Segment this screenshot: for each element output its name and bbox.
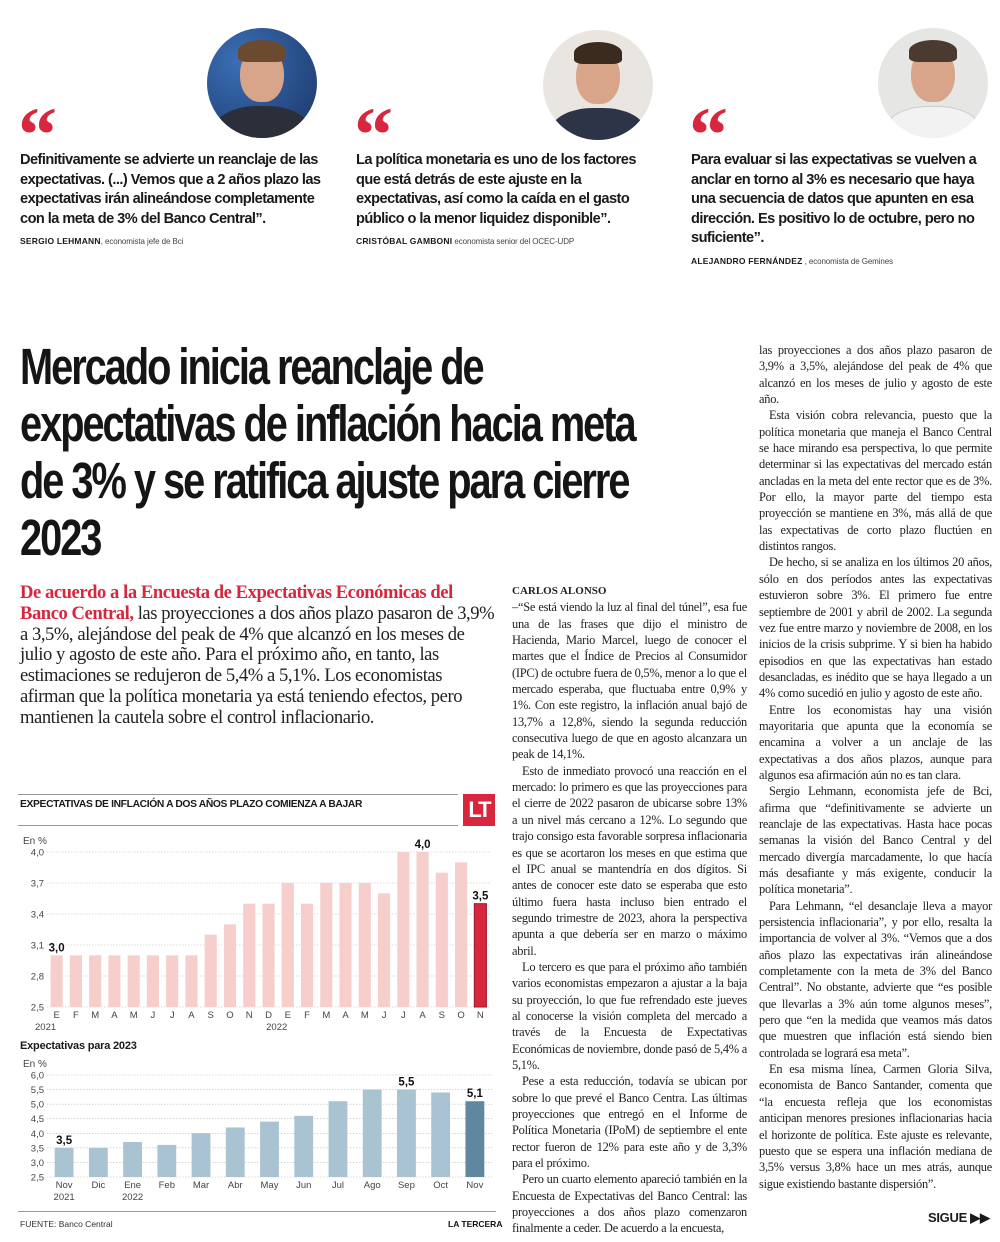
body-column-right: [759, 342, 992, 1192]
x-tick-label: Ene: [124, 1180, 142, 1191]
bar-j: [166, 955, 178, 1007]
x-tick-label: N: [245, 1010, 253, 1021]
bar-o: [224, 924, 236, 1007]
chart-2-title: Expectativas para 2023: [20, 1040, 137, 1052]
body-paragraph: Pero un cuarto elemento apareció también en la Encuesta de Expectativas del Banco Central: las proyecciones a dos años plazo comenzaron finalmente a ceder. De acuerdo a la encuesta,: [512, 1172, 747, 1236]
y-tick-label: 5,5: [30, 1085, 44, 1097]
bar-dic: [89, 1148, 108, 1177]
body-paragraph: Sergio Lehmann, economista jefe de Bci, afirma que “definitivamente se advierte un reanclaje de las expectativas. Hasta hace pocas semanas la visión del Banco Central y del mercado divergía marcadamente, lo que hacía más desafiante y más exigente, conducir la política monetaria”.: [759, 784, 992, 897]
quote-text: Para evaluar si las expectativas se vuelven a anclar en torno al 3% es necesario que haya una secuencia de datos que apunten en esa dirección. Es positivo lo de octubre, pero no suficiente”.: [691, 152, 977, 246]
bar-abr: [226, 1127, 245, 1177]
divider: [18, 825, 458, 826]
bar-a: [185, 955, 197, 1007]
bar-n: [474, 904, 486, 1007]
x-tick-label: A: [419, 1010, 426, 1021]
divider: [18, 794, 458, 795]
year-label: 2021: [35, 1022, 57, 1033]
bar-sep: [397, 1090, 416, 1177]
bar-a: [417, 852, 429, 1007]
x-tick-label: J: [150, 1010, 156, 1021]
x-tick-label: O: [457, 1010, 465, 1021]
chart-2-expectations-2023: [10, 1052, 500, 1212]
bar-m: [128, 955, 140, 1007]
x-tick-label: O: [226, 1010, 234, 1021]
x-tick-label: M: [129, 1010, 138, 1021]
x-tick-label: Nov: [55, 1180, 73, 1191]
publisher-credit: LA TERCERA: [448, 1219, 503, 1229]
quote-attribution: [356, 236, 574, 246]
quote-author: ALEJANDRO FERNÁNDEZ: [691, 256, 803, 266]
x-tick-label: D: [265, 1010, 272, 1021]
y-tick-label: 6,0: [30, 1070, 44, 1082]
body-column-middle: [512, 583, 747, 1237]
quote-text: Definitivamente se advierte un reanclaje de las expectativas. (...) Vemos que a 2 años plazo las expectativas irán alineándose completamente con la meta de 3% del Banco Central”.: [20, 152, 321, 227]
bar-e: [282, 883, 294, 1007]
lead-highlight: De acuerdo a la Encuesta de Expectativas Económicas del Banco Central,: [20, 582, 453, 624]
quote-role: , economista jefe de Bci: [100, 237, 184, 246]
y-tick-label: 3,7: [30, 878, 44, 890]
x-tick-label: J: [169, 1010, 175, 1021]
source-note: FUENTE: Banco Central: [20, 1219, 113, 1229]
x-tick-label: Jun: [296, 1180, 312, 1191]
quote-text: La política monetaria es uno de los factores que está detrás de este ajuste en la expectativas, así como la caída en el gasto público o la menor liquidez disponible”.: [356, 152, 636, 227]
year-label: 2022: [266, 1022, 288, 1033]
y-tick-label: 4,0: [30, 847, 44, 859]
quote-role: , economista de Gemines: [802, 257, 894, 266]
portrait-sergio-lehmann: [207, 28, 317, 138]
y-tick-label: 2,5: [30, 1172, 44, 1184]
y-axis-label: En %: [23, 836, 47, 847]
bar-j: [378, 893, 390, 1007]
y-tick-label: 3,1: [30, 940, 44, 952]
x-tick-label: J: [381, 1010, 387, 1021]
bar-oct: [431, 1092, 450, 1177]
x-tick-label: E: [53, 1010, 60, 1021]
bar-jun: [294, 1116, 313, 1177]
bar-a: [108, 955, 120, 1007]
byline: CARLOS ALONSO: [512, 585, 607, 597]
body-paragraph: Esto de inmediato provocó una reacción en el mercado: lo primero es que las proyecciones para el cierre de 2022 pasaron de ubicarse sobre 13% a un nivel más cercano a 12%. Lo segundo que trajo consigo esta favorable sorpresa inflacionaria es que se acortaron los meses en que estima que el IPC anual se mantendría en dos dígitos. Si antes de conocer este dato se esperaba que esto último fuera hasta incluso bien entrado el segundo trimestre de 2023, ahora la perspectiva apunta a que debería ser en marzo o máximo abril.: [512, 763, 747, 958]
headline: Mercado inicia reanclaje de expectativas de inflación hacia meta de 3% y se ratifica ajuste para cierre 2023: [20, 338, 635, 566]
y-tick-label: 4,5: [30, 1114, 44, 1126]
bar-m: [359, 883, 371, 1007]
body-paragraph: En esa misma línea, Carmen Gloria Silva, economista de Banco Santander, comenta que “la encuesta refleja que los economistas anticipan menores presiones inflacionarias hacia el horizonte de política. Este ajuste es relevante, puesto que se espera una inflación mediana de 3,5% versus 3,8% hace un mes atrás, aunque sigue existiendo bastante dispersión”.: [759, 1062, 992, 1191]
x-tick-label: Sep: [397, 1180, 415, 1191]
chart-1-inflation-two-years: [10, 830, 500, 1035]
x-tick-label: Oct: [433, 1180, 449, 1191]
bar-j: [397, 852, 409, 1007]
portrait-alejandro-fernandez: [878, 28, 988, 138]
portrait-cristobal-gamboni: [543, 30, 653, 140]
x-tick-label: M: [91, 1010, 100, 1021]
x-tick-label: Nov: [466, 1180, 484, 1191]
quote-attribution: [691, 256, 893, 266]
x-tick-label: S: [438, 1010, 446, 1021]
y-axis-label: En %: [23, 1059, 47, 1070]
body-paragraph: Esta visión cobra relevancia, puesto que la política monetaria que maneja el Banco Central se hace mirando esa perspectiva, lo que permite determinar si las expectativas del mercado están ancladas en la meta del ente rector que es de 3%. Por ello, la mayor parte del tiempo esta proyección se mantiene en 3%, más allá de que las expectativas de corto plazo fluctúen en distintos rangos.: [759, 408, 992, 554]
body-paragraph: Para Lehmann, “el desanclaje lleva a mayor persistencia inflacionaria”, y por ello, resalta la importancia de volver al 3%. “Vemos que a dos años plazo las expectativas irán alineándose completamente con la meta de 3% del Banco Central”. No obstante, advierte que “es posible que llevarlas a 3% aún tome algunos meses”, pero que “en la medida que veamos más datos que muestren que inflación está siendo bien controlada se logrará esa meta”.: [759, 898, 992, 1060]
x-tick-label: Abr: [227, 1180, 243, 1191]
x-tick-label: J: [400, 1010, 406, 1021]
bar-feb: [157, 1145, 176, 1177]
quote-mark-icon: “: [689, 91, 722, 178]
y-tick-label: 3,4: [30, 909, 44, 921]
bar-may: [260, 1122, 279, 1177]
quote-mark-icon: “: [18, 91, 51, 178]
lead-paragraph: [20, 583, 498, 729]
y-tick-label: 4,0: [30, 1128, 44, 1140]
x-tick-label: Mar: [192, 1180, 210, 1191]
bar-n: [243, 904, 255, 1007]
x-tick-label: Ago: [363, 1180, 381, 1191]
bar-f: [70, 955, 82, 1007]
year-label: 2021: [53, 1192, 75, 1203]
lead-text: las proyecciones a dos años plazo pasaron de 3,9% a 3,5%, alejándose del peak de 4% que alcanzó en los meses de julio y agosto de este año. Para el próximo año, en tanto, las estimaciones se redujeron de 5,4% a 5,1%. Los economistas afirman que la política monetaria ya está teniendo efectos, pero mantienen la cautela sobre el control inflacionario.: [20, 602, 495, 728]
bar-e: [51, 955, 63, 1007]
y-tick-label: 5,0: [30, 1099, 44, 1111]
divider: [18, 1211, 496, 1212]
bar-j: [147, 955, 159, 1007]
bar-jul: [329, 1101, 348, 1177]
bar-s: [436, 873, 448, 1007]
data-label: 4,0: [414, 839, 431, 851]
year-label: 2022: [122, 1192, 144, 1203]
x-tick-label: E: [284, 1010, 291, 1021]
body-paragraph: Pese a esta reducción, todavía se ubican por sobre lo que prevé el Banco Centra. Las últimas proyecciones que entregó en el Informe de Política Monetaria (IPoM) de septiembre el ente rector fueron de 12% para este año y de 3,3% para el próximo.: [512, 1074, 747, 1171]
body-paragraph: las proyecciones a dos años plazo pasaron de 3,9% a 3,5%, alejándose del peak de 4% que alcanzó en los meses de julio y agosto de este año.: [759, 343, 992, 407]
la-tercera-logo: LT: [463, 794, 495, 826]
body-paragraph: Entre los economistas hay una visión mayoritaria que apunta que la economía se encamina a volver a un anclaje de las expectativas a dos años plazos, aunque para algunos esa afirmación aún no es tan clara.: [759, 702, 992, 782]
x-tick-label: Dic: [91, 1180, 106, 1191]
x-tick-label: M: [360, 1010, 369, 1021]
quote-author: SERGIO LEHMANN: [20, 236, 101, 246]
quote-mark-icon: “: [354, 91, 387, 178]
data-label: 5,5: [398, 1076, 415, 1089]
data-label: 3,5: [472, 890, 489, 903]
quote-role: economista senior del OCEC-UDP: [452, 237, 575, 246]
x-tick-label: A: [188, 1010, 195, 1021]
x-tick-label: May: [260, 1180, 279, 1191]
body-paragraph: –“Se está viendo la luz al final del túnel”, esa fue una de las frases que dijo el ministro de Hacienda, Mario Marcel, luego de conocer el martes que el Índice de Precios al Consumidor (IPC) de octubre fuera de 0,5%, menor a lo que el mercado esperaba, que fluctuaba entre 0,9% y 1%. Con este registro, la inflación anual bajó de 13,7% a 12,8%, siendo la segunda reducción consecutiva luego de que en agosto alcanzara un peak de 14,1%.: [512, 600, 747, 762]
body-paragraph: Lo tercero es que para el próximo año también varios economistas empezaron a ajustar a la baja su proyección, lo que fue refrendado este jueves al conocerse la visión completa del mercado a través de la Encuesta de Expectativas Económicas de noviembre, donde pasó de 5,4% a 5,1%.: [512, 959, 747, 1072]
bar-ago: [363, 1090, 382, 1177]
x-tick-label: F: [304, 1010, 310, 1021]
chart-1-title: EXPECTATIVAS DE INFLACIÓN A DOS AÑOS PLAZO COMIENZA A BAJAR: [20, 799, 363, 810]
quote-attribution: [20, 236, 183, 246]
x-tick-label: A: [111, 1010, 118, 1021]
data-label: 5,1: [466, 1088, 483, 1101]
bar-nov: [465, 1101, 484, 1177]
bar-d: [262, 904, 274, 1007]
bar-a: [339, 883, 351, 1007]
bar-o: [455, 862, 467, 1007]
x-tick-label: A: [342, 1010, 349, 1021]
y-tick-label: 2,8: [30, 971, 44, 983]
bar-mar: [192, 1133, 211, 1177]
quote-author: CRISTÓBAL GAMBONI: [356, 236, 453, 246]
x-tick-label: S: [207, 1010, 214, 1021]
y-tick-label: 3,0: [30, 1157, 44, 1169]
bar-s: [205, 935, 217, 1007]
bar-m: [320, 883, 332, 1007]
body-paragraph: De hecho, si se analiza en los últimos 20 años, sólo en dos períodos antes las expectativas estuvieron sobre 3%. El primero fue entre septiembre de 2001 y abril de 2002. La segunda vez fue entre marzo y noviembre de 2008, en los inicios de la crisis subprime. Y si bien ha habido episodios en que las expectativas han estado desancladas, es inédito que se haya llegado a un 4% como sucedió en julio y agosto de este año.: [759, 555, 992, 701]
x-tick-label: M: [322, 1010, 331, 1021]
bar-f: [301, 904, 313, 1007]
y-tick-label: 3,5: [30, 1143, 44, 1155]
bar-nov: [55, 1148, 74, 1177]
continue-link[interactable]: SIGUE ▶▶: [928, 1210, 990, 1225]
data-label: 3,5: [56, 1134, 73, 1147]
y-tick-label: 2,5: [30, 1002, 44, 1014]
bar-ene: [123, 1142, 142, 1177]
data-label: 3,0: [48, 942, 65, 955]
x-tick-label: F: [72, 1010, 79, 1021]
x-tick-label: Feb: [158, 1180, 175, 1191]
bar-m: [89, 955, 101, 1007]
x-tick-label: N: [476, 1010, 484, 1021]
x-tick-label: Jul: [331, 1180, 345, 1191]
